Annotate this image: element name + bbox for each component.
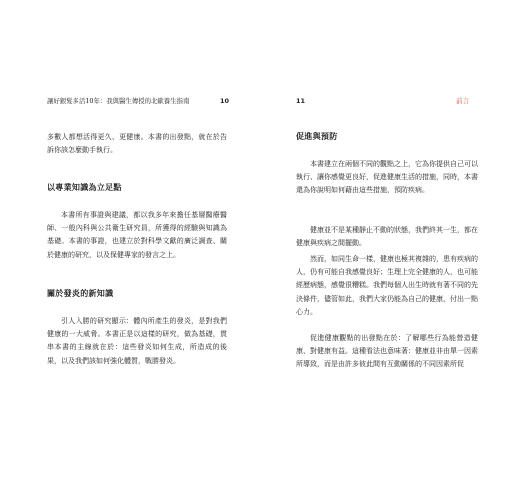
promotion-paragraph-block	[296, 158, 478, 198]
section-heading-inflammation: 關於發炎的新知識	[47, 289, 114, 298]
section-heading-expertise: 以專業知識為立足點	[47, 183, 122, 192]
health-promotion-paragraph: 促進健康觀點的出發點在於：了解哪些行為能營造健康、對健康有益。這種看法也意味著：健康並非由單一因素所導致，而是由許多彼此間有互動關係的不同因素所促	[296, 334, 478, 369]
page-number-left: 10	[220, 97, 230, 105]
promotion-paragraph: 本書建立在兩個不同的觀點之上，它為你提供自己可以執行、讓你感覺更良好，促進健康生活的措施，同時，本書還為你說明如何藉由這些措施，預防疾病。	[296, 160, 478, 195]
running-header-chapter: 前言	[456, 97, 469, 105]
intro-paragraph-block	[47, 131, 227, 157]
inflammation-paragraph-block	[47, 315, 227, 368]
health-state-paragraph-block	[296, 224, 478, 250]
health-state-paragraph: 健康並不是某種靜止不動的狀態，我們終其一生，都在健康與疾病之間擺動。	[296, 226, 478, 248]
complexity-paragraph-block	[296, 253, 478, 319]
section-heading-promotion-prevention: 促進與預防	[296, 132, 338, 141]
health-promotion-paragraph-block	[296, 332, 478, 372]
complexity-paragraph: 然而，如同生命一樣，健康也極其複雜的，患有疾病的人，仍有可能自我感覺良好；生理上完全健康的人，也可能經歷病態，感覺很糟糕。我們每個人出生時就有著不同的先決條件，儘管如此，我們大家仍能為自己的健康，付出一點心力。	[296, 255, 478, 316]
expertise-paragraph: 本書所有事證與建議，都以我多年來擔任基層醫療醫師、一般內科與公共衛生研究員，所獲得的經驗與知識為基礎。本書的事證，也建立於對科學文獻的廣泛調查、關於健康的研究，以及保健專家的發言之上。	[47, 211, 227, 259]
intro-paragraph: 多數人都想活得更久、更健康。本書的出發點，就在於告訴你該怎麼動手執行。	[47, 133, 227, 155]
right-page	[260, 0, 520, 500]
expertise-paragraph-block	[47, 209, 227, 262]
running-header-title: 讓好銀髮多活10年：我與醫生傳授的北歐養生指南	[47, 97, 190, 105]
inflammation-paragraph: 引人入勝的研究顯示：體內所產生的發炎，是對我們健康的一大威脅。本書正是以這樣的研究，做為基礎，貫串本書的主線就在於：這些發炎如何生成，所造成的後果，以及我們該如何強化體質，戰勝發炎。	[47, 317, 227, 365]
page-number-right: 11	[296, 97, 306, 105]
